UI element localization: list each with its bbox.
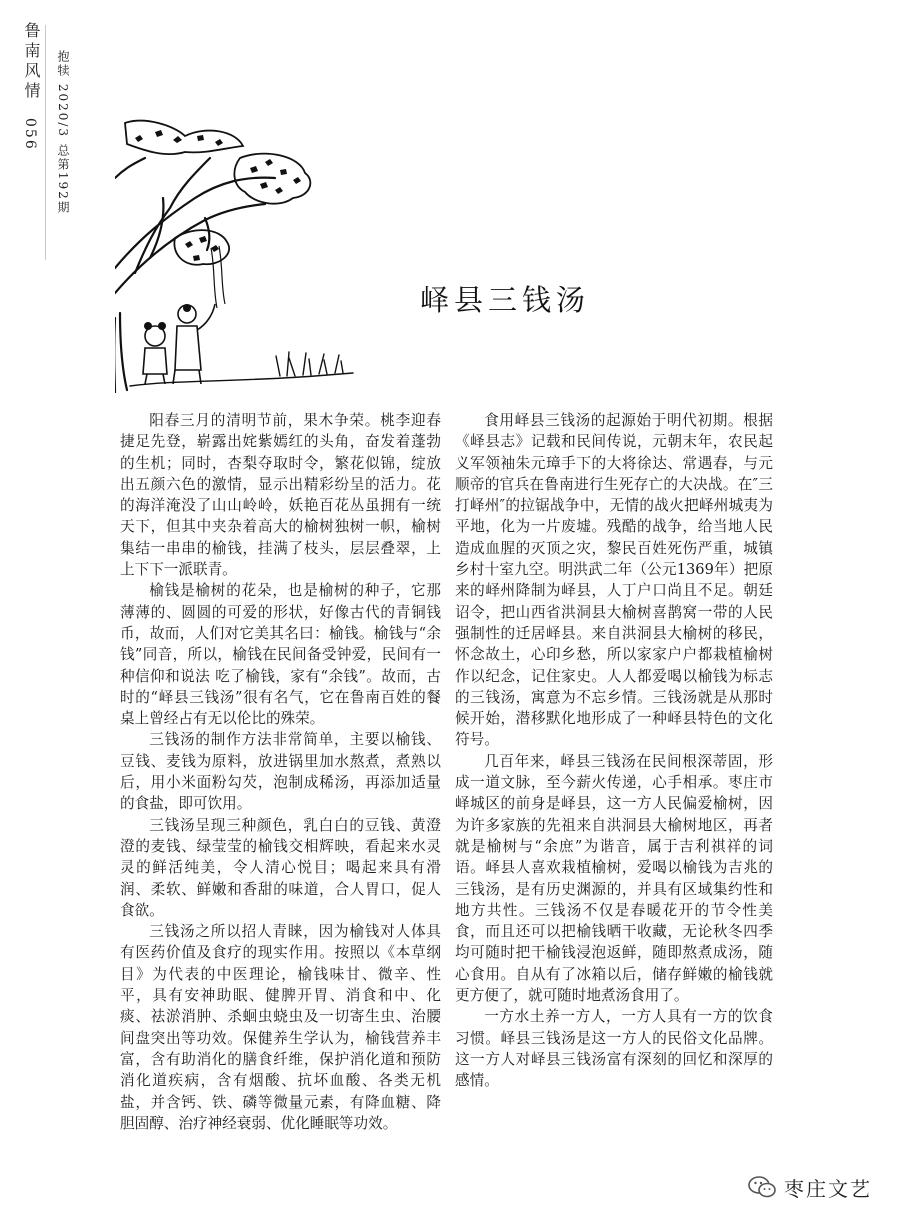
sidebar-divider [45, 25, 46, 260]
paragraph: 一方水土养一方人，一方人具有一方的饮食习惯。峄县三钱汤是这一方人的民俗文化品牌。这一方人对峄县三钱汤富有深刻的回忆和深厚的感情。 [455, 1008, 773, 1090]
issue-info: 抱犊 2020/3 总第192期 [56, 50, 70, 215]
article-title: 峄县三钱汤 [420, 283, 591, 317]
wechat-watermark [748, 1172, 872, 1202]
section-label: 鲁南风情 [22, 22, 41, 102]
wechat-icon [748, 1175, 776, 1199]
page-number: 056 [22, 118, 38, 151]
brand-name: 枣庄文艺 [784, 1176, 872, 1201]
left-column [120, 410, 441, 1134]
tree-illustration [115, 118, 355, 393]
paragraph: 三钱汤之所以招人青睐，因为榆钱对人体具有医药价值及食疗的现实作用。按照以《本草纲目》为代表的中医理论，榆钱味甘、微辛、性平，具有安神助眠、健脾开胃、消食和中、化痰、祛淤消肿、杀蛔虫蛲虫及一切寄生虫、治腰间盘突出等功效。保健养生学认为，榆钱营养丰富，含有助消化的膳食纤维，保护消化道和预防消化道疾病，含有烟酸、抗坏血酸、各类无机盐，并含钙、铁、磷等微量元素，有降血糖、降胆固醇、治疗神经衰弱、优化睡眠等功效。 [120, 923, 441, 1132]
paragraph: 三钱汤呈现三种颜色，乳白白的豆钱、黄澄澄的麦钱、绿莹莹的榆钱交相辉映，看起来水灵灵的鲜活纯美，令人清心悦目；喝起来具有滑润、柔软、鲜嫩和香甜的味道，合人胃口，促人食欲。 [120, 816, 441, 919]
paragraph: 阳春三月的清明节前，果木争荣。桃李迎春捷足先登，崭露出姹紫嫣红的头角，奋发着蓬勃的生机；同时，杏梨夺取时令，繁花似锦，绽放出五颜六色的激情，显示出精彩纷呈的活力。花的海洋淹没了山山岭岭，妖艳百花丛虽拥有一统天下，但其中夹杂着高大的榆树独树一帜，榆树集结一串串的榆钱，挂满了枝头，层层叠翠，上上下下一派联青。 [120, 412, 441, 579]
right-column [455, 410, 773, 1092]
paragraph: 榆钱是榆树的花朵，也是榆树的种子，它那薄薄的、圆圆的可爱的形状，好像古代的青铜钱币，故而，人们对它美其名曰：榆钱。榆钱与“余钱”同音，所以，榆钱在民间备受钟爱，民间有一种信仰和说法 吃了榆钱，家有“余钱”。故而，古时的“峄县三钱汤”很有名气，它在鲁南百姓的餐桌上曾经占有无以伦比的殊荣。 [120, 582, 441, 728]
paragraph: 食用峄县三钱汤的起源始于明代初期。根据《峄县志》记载和民间传说，元朝末年，农民起义军领袖朱元璋手下的大将徐达、常遇春，与元顺帝的官兵在鲁南进行生死存亡的大决战。在″三打峄州″的拉锯战争中，无情的战火把峄州城夷为平地，化为一片废墟。残酷的战争，给当地人民造成血腥的灭顶之灾，黎民百姓死伤严重，城镇乡村十室九空。明洪武二年（公元1369年）把原来的峄州降制为峄县，人丁户口尚且不足。朝廷诏令，把山西省洪洞县大榆树喜鹊窝一带的人民强制性的迁居峄县。来自洪洞县大榆树的移民，怀念故土，心印乡愁，所以家家户户都栽植榆树作以纪念，记住家史。人人都爱喝以榆钱为标志的三钱汤，寓意为不忘乡情。三钱汤就是从那时候开始，潜移默化地形成了一种峄县特色的文化符号。 [455, 412, 773, 749]
paragraph: 几百年来，峄县三钱汤在民间根深蒂固，形成一道文脉，至今薪火传递，心手相承。枣庄市峄城区的前身是峄县，这一方人民偏爱榆树，因为许多家族的先祖来自洪洞县大榆树地区，再者就是榆树与“余庶”为谐音，属于吉利祺祥的词语。峄县人喜欢栽植榆树，爱喝以榆钱为吉兆的三钱汤，是有历史渊源的，并具有区域集约性和地方共性。三钱汤不仅是春暖花开的节令性美食，而且还可以把榆钱晒干收藏，无论秋冬四季均可随时把干榆钱浸泡返鲜，随即熬煮成汤，随心食用。自从有了冰箱以后，储存鲜嫩的榆钱就更方便了，就可随时地煮汤食用了。 [455, 752, 773, 1005]
paragraph: 三钱汤的制作方法非常简单，主要以榆钱、豆钱、麦钱为原料，放进锅里加水熬煮，煮熟以后，用小米面粉勾芡，泡制成稀汤，再添加适量的食盐，即可饮用。 [120, 731, 441, 813]
